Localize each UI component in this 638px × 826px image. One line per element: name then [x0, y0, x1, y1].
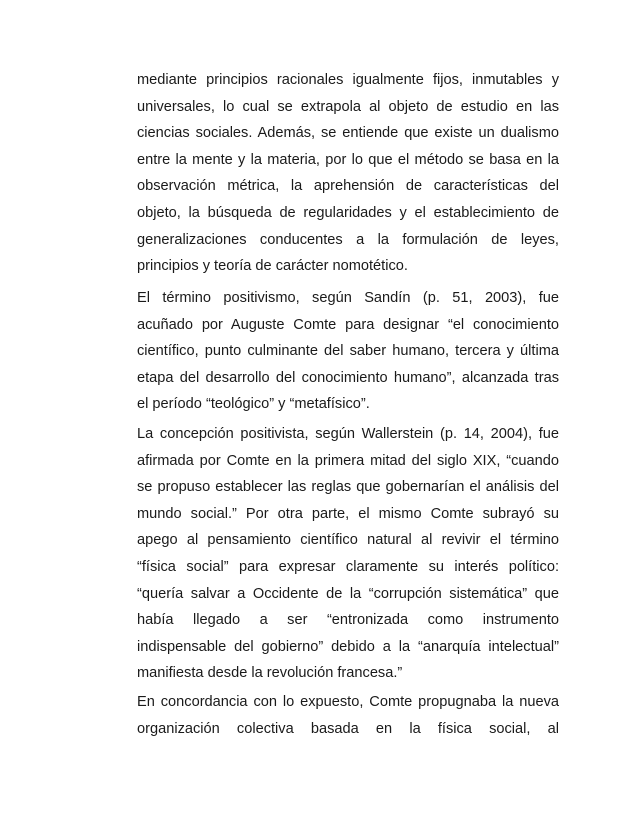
text-line: mundo social.” Por otra parte, el mismo Comte subrayó su — [137, 505, 559, 522]
text-line: mediante principios racionales igualmente fijos, inmutables y — [137, 72, 559, 88]
text-line: apego al pensamiento científico natural al revivir el término — [137, 532, 559, 549]
text-line: observación métrica, la aprehensión de características del — [137, 178, 559, 195]
text-line: “quería salvar a Occidente de la “corrupción sistemática” que — [137, 585, 559, 602]
text-line: acuñado por Auguste Comte para designar “el conocimiento — [137, 316, 559, 333]
text-line: La concepción positivista, según Wallerstein (p. 14, 2004), fue — [137, 426, 559, 442]
text-line: afirmada por Comte en la primera mitad del siglo XIX, “cuando — [137, 452, 559, 469]
text-line: En concordancia con lo expuesto, Comte propugnaba la nueva — [137, 694, 559, 710]
text-line: científico, punto culminante del saber humano, tercera y última — [137, 343, 559, 360]
text-line: entre la mente y la materia, por lo que el método se basa en la — [137, 151, 559, 168]
text-line: ciencias sociales. Además, se entiende que existe un dualismo — [137, 125, 559, 142]
text-line: manifiesta desde la revolución francesa.” — [137, 665, 403, 682]
text-line: principios y teoría de carácter nomotético. — [137, 258, 408, 275]
text-line: el período “teológico” y “metafísico”. — [137, 396, 370, 413]
text-line: generalizaciones conducentes a la formulación de leyes, — [137, 231, 559, 248]
text-line: organización colectiva basada en la física social, al — [137, 720, 559, 737]
text-line: había llegado a ser “entronizada como instrumento — [137, 612, 559, 629]
text-line: “física social” para expresar claramente su interés político: — [137, 559, 559, 575]
text-line: El término positivismo, según Sandín (p. 51, 2003), fue — [137, 290, 559, 306]
text-line: se propuso establecer las reglas que gobernarían el análisis del — [137, 479, 559, 496]
text-line: indispensable del gobierno” debido a la “anarquía intelectual” — [137, 638, 559, 655]
text-line: etapa del desarrollo del conocimiento humano”, alcanzada tras — [137, 369, 559, 386]
text-line: universales, lo cual se extrapola al objeto de estudio en las — [137, 98, 559, 115]
text-line: objeto, la búsqueda de regularidades y el establecimiento de — [137, 205, 559, 221]
